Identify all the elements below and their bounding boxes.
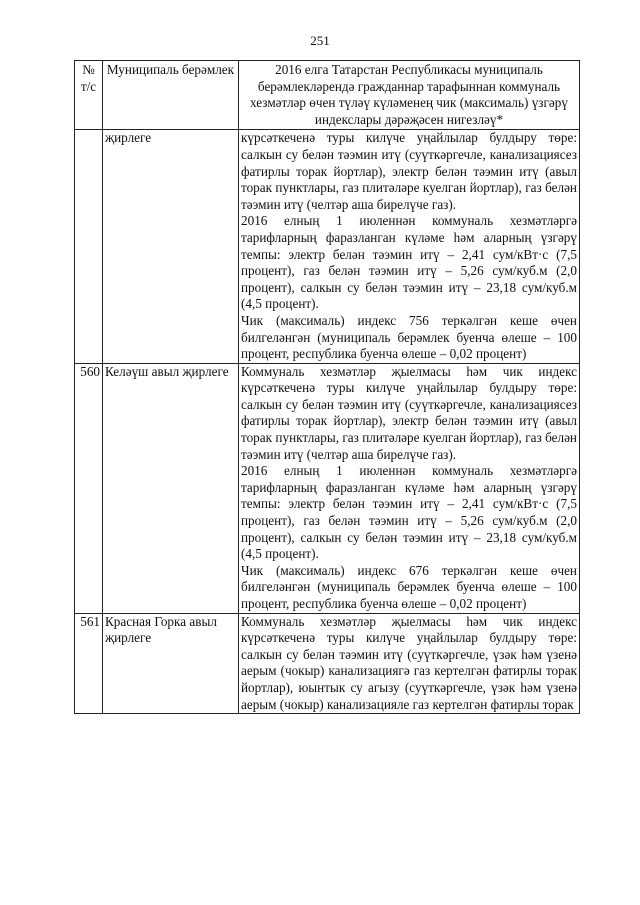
row-number: 561: [75, 613, 103, 714]
table-row: [75, 363, 580, 613]
header-municipality: Муниципаль берәмлек: [103, 61, 239, 130]
table-header-row: [75, 61, 580, 130]
table-row: [75, 130, 580, 363]
row-justification: [239, 363, 580, 613]
header-number: № т/с: [75, 61, 103, 130]
row-municipality: Келәүш авыл җирлеге: [103, 363, 239, 613]
paragraph: 2016 елның 1 июленнән коммуналь хезмәтләргә тарифларның фаразланган күләме һәм аларның үзгәрү темпы: электр белән тәэмин итү – 2,41 сум/кВт·с (7,5 процент), газ белән тәэмин итү – 5,26 сум/куб.м (2,0 процент), салкын су белән тәэмин итү – 23,18 сум/куб.м (4,5 процент).: [241, 463, 577, 562]
row-municipality: җирлеге: [103, 130, 239, 363]
paragraph: Коммуналь хезмәтләр җыелмасы һәм чик индекс күрсәткеченә туры килүче уңайлылар булдыру төре: салкын су белән тәэмин итү (суүткәргечле, үзәк һәм үзенә аерым (чокыр) канализациягә газ кертелгән фатирлы торак йортлар), юынтык су агызу (суүткәргечле, үзәк һәм үзенә аерым (чокыр) канализацияле газ кертелгән фатирлы торак: [241, 613, 577, 712]
row-justification: [239, 613, 580, 714]
paragraph: Чик (максималь) индекс 676 теркәлгән кеше өчен билгеләнгән (муниципаль берәмлек буенча өлеше – 100 процент, республика буенча өлеше – 0,02 процент): [241, 562, 577, 611]
paragraph: Чик (максималь) индекс 756 теркәлгән кеше өчен билгеләнгән (муниципаль берәмлек буенча өлеше – 100 процент, республика буенча өлеше – 0,02 процент): [241, 312, 577, 362]
row-number: 560: [75, 363, 103, 613]
header-index-justification: 2016 елга Татарстан Республикасы муниципаль берәмлекләрендә гражданнар тарафыннан коммуналь хезмәтләр өчен түләү күләменең чик (максималь) үзгәрү индекслары дәрәҗәсен нигезләү*: [239, 61, 580, 130]
paragraph: күрсәткеченә туры килүче уңайлылар булдыру төре: салкын су белән тәэмин итү (суүткәргечле, канализациясез фатирлы торак йортлар), электр белән тәэмин итү (авыл торак пунктлары, газ плитәләре куелган йортлар), газ белән тәэмин итү (челтәр аша бирелүче газ).: [241, 130, 577, 212]
paragraph: Коммуналь хезмәтләр җыелмасы һәм чик индекс күрсәткеченә туры килүче уңайлылар булдыру төре: салкын су белән тәэмин итү (суүткәргечле, канализациясез фатирлы торак йортлар), электр белән тәэмин итү (авыл торак пунктлары, газ плитәләре куелган йортлар), газ белән тәэмин итү (челтәр аша бирелүче газ).: [241, 363, 577, 462]
row-justification: [239, 130, 580, 363]
row-municipality: Красная Горка авыл җирлеге: [103, 613, 239, 714]
page-number: 251: [310, 33, 330, 48]
paragraph: 2016 елның 1 июленнән коммуналь хезмәтләргә тарифларның фаразланган күләме һәм аларның үзгәрү темпы: электр белән тәэмин итү – 2,41 сум/кВт·с (7,5 процент), газ белән тәэмин итү – 5,26 сум/куб.м (2,0 процент), салкын су белән тәэмин итү – 23,18 сум/куб.м (4,5 процент).: [241, 213, 577, 312]
tariff-index-table: [74, 60, 580, 714]
row-number: [75, 130, 103, 363]
table-row: [75, 613, 580, 714]
